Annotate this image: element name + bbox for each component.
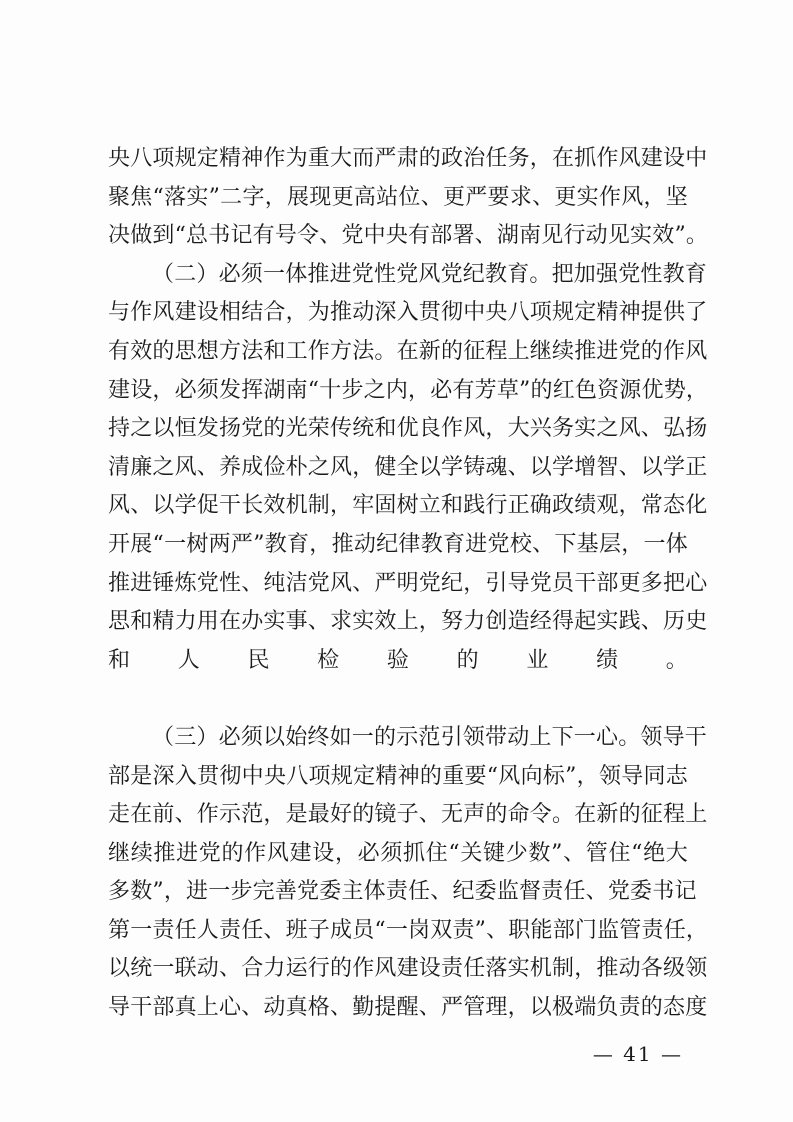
text-line: 继续推进党的作风建设，必须抓住“关键少数”、管住“绝大	[108, 840, 688, 866]
text-line: 推进锤炼党性、纯洁党风、严明党纪，引导党员干部更多把心	[108, 570, 708, 596]
text-line: 导干部真上心、动真格、勤提醒、严管理，以极端负责的态度	[108, 995, 708, 1021]
text-line: 多数”，进一步完善党委主体责任、纪委监督责任、党委书记	[108, 879, 697, 905]
text-line: 有效的思想方法和工作方法。在新的征程上继续推进党的作风	[108, 338, 708, 364]
text-line: 开展“一树两严”教育，推动纪律教育进党校、下基层，一体	[108, 531, 688, 557]
text-line: 建设，必须发挥湖南“十步之内，必有芳草”的红色资源优势，	[108, 377, 709, 403]
section-heading-line: （二）必须一体推进党性党风党纪教育。把加强党性教育	[152, 261, 708, 287]
text-line: 持之以恒发扬党的光荣传统和优良作风，大兴务实之风、弘扬	[108, 416, 708, 442]
text-line: 清廉之风、养成俭朴之风，健全以学铸魂、以学增智、以学正	[108, 454, 708, 480]
text-line	[108, 680, 688, 719]
section-heading-line: （三）必须以始终如一的示范引领带动上下一心。领导干	[152, 724, 708, 750]
text-line: 以统一联动、合力运行的作风建设责任落实机制，推动各级领	[108, 956, 708, 982]
text-line: 央八项规定精神作为重大而严肃的政治任务，在抓作风建设中	[108, 146, 708, 171]
body-text	[108, 140, 709, 1028]
text-line: 走在前、作示范，是最好的镜子、无声的命令。在新的征程上	[108, 802, 708, 828]
text-line: 决做到“总书记有号令、党中央有部署、湖南见行动见实效”。	[108, 223, 709, 249]
text-line: 思和精力用在办实事、求实效上，努力创造经得起实践、历史	[108, 609, 708, 635]
text-line: 和人民检验的业绩。	[108, 647, 688, 673]
text-line: 与作风建设相结合，为推动深入贯彻中央八项规定精神提供了	[108, 300, 708, 326]
text-line: 第一责任人责任、班子成员“一岗双责”、职能部门监管责任，	[108, 917, 709, 943]
text-line: 聚焦“落实”二字，展现更高站位、更严要求、更实作风，坚	[108, 184, 688, 210]
page-number: — 41 —	[592, 1042, 683, 1066]
text-line: 部是深入贯彻中央八项规定精神的重要“风向标”，领导同志	[108, 763, 688, 789]
text-line: 风、以学促干长效机制，牢固树立和践行正确政绩观，常态化	[108, 493, 708, 519]
